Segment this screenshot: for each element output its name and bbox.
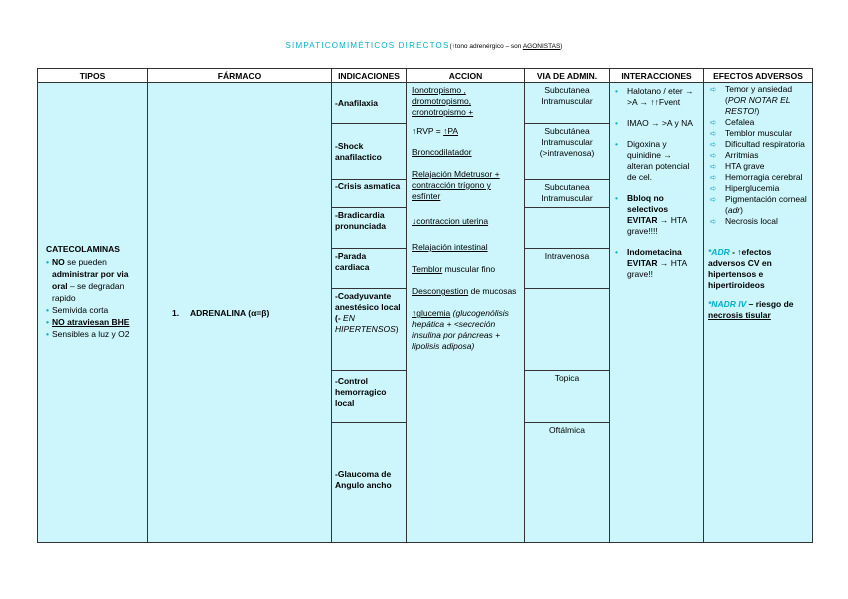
- tipo-title: CATECOLAMINAS: [46, 244, 120, 254]
- indicacion-item: -Crisis asmatica: [332, 180, 406, 208]
- list-item: ➪ Hemorragia cerebral: [708, 172, 809, 183]
- list-item: • Digoxina y quinidine → alteran potencial de cel.: [615, 139, 700, 183]
- page-title: [0, 41, 848, 50]
- header-indicaciones: INDICACIONES: [332, 69, 407, 83]
- tipo-block: [38, 243, 147, 340]
- accion-item: Broncodilatador: [412, 147, 472, 157]
- via-item: Subcutanea Intramuscular: [525, 180, 609, 208]
- note-nadr: *NADR IV – riesgo de necrosis tisular: [708, 299, 794, 320]
- list-item: ➪ Arritmias: [708, 150, 809, 161]
- list-item: ➪ Temblor muscular: [708, 128, 809, 139]
- indicacion-item: -Glaucoma de Angulo ancho: [335, 469, 392, 490]
- list-item: • Indometacina EVITAR → HTA grave!!: [615, 247, 700, 280]
- header-tipos: TIPOS: [38, 69, 148, 83]
- indicacion-item: -Parada cardiaca: [332, 249, 406, 289]
- cell-accion: [407, 83, 525, 543]
- via-item-empty: [525, 289, 609, 371]
- tipo-list: [46, 256, 143, 340]
- list-item: • Sensibles a luz y O2: [46, 328, 143, 340]
- indicacion-item: -Shock anafilactico: [332, 124, 406, 180]
- header-via: VIA DE ADMIN.: [525, 69, 610, 83]
- indicacion-item: -Control hemorragico local: [332, 371, 406, 423]
- header-interacciones: INTERACCIONES: [610, 69, 704, 83]
- title-sub: (↑tono adrenérgico – son AGONISTAS): [449, 43, 563, 50]
- accion-item: Ionotropismo , dromotropismo, cronotropismo +: [412, 85, 474, 117]
- via-item: Oftálmica: [549, 425, 585, 435]
- via-item: Topica: [525, 371, 609, 423]
- indicacion-item: -Anafilaxia: [332, 83, 406, 124]
- accion-item: Temblor muscular fino: [412, 264, 496, 274]
- cell-efectos: [704, 83, 813, 543]
- table-row: [38, 83, 813, 543]
- list-item: • Halotano / eter → >A → ↑↑Fvent: [615, 86, 700, 108]
- interacciones-block: [610, 83, 703, 280]
- header-row: [38, 69, 813, 83]
- via-item: Intravenosa: [525, 249, 609, 289]
- list-item: ➪ Hiperglucemia: [708, 183, 809, 194]
- header-farmaco: FÁRMACO: [148, 69, 332, 83]
- efectos-block: [704, 83, 812, 321]
- list-item: ➪ Temor y ansiedad (POR NOTAR EL RESTO!): [708, 84, 809, 117]
- list-item: ➪ Pigmentación corneal (adr): [708, 194, 809, 216]
- cell-interacciones: [610, 83, 704, 543]
- cell-indicaciones: [332, 83, 407, 543]
- list-item: ➪ Cefalea: [708, 117, 809, 128]
- list-item: • NO atraviesan BHE: [46, 316, 143, 328]
- list-item: ➪ Necrosis local: [708, 216, 809, 227]
- list-item: ➪ HTA grave: [708, 161, 809, 172]
- list-item: • Bbloq no selectivos EVITAR → HTA grave!!!!: [615, 193, 700, 237]
- accion-item: ↑glucemia (glucogenólisis hepática + <secreción insulina por páncreas + lipolisis adiposa): [412, 308, 509, 351]
- accion-item: Relajación Mdetrusor + contracción trígono y esfínter: [412, 169, 500, 201]
- summary-table: [37, 68, 813, 543]
- farmaco-name: 1. ADRENALINA (α=β): [172, 308, 270, 318]
- list-item: • IMAO → >A y NA: [615, 118, 700, 129]
- accion-item: Relajación intestinal: [412, 242, 488, 252]
- accion-item: ↓contraccion uterina: [412, 216, 489, 226]
- cell-farmaco: [148, 83, 332, 543]
- header-efectos: EFECTOS ADVERSOS: [704, 69, 813, 83]
- cell-via: [525, 83, 610, 543]
- via-item-empty: [525, 208, 609, 249]
- header-accion: ACCION: [407, 69, 525, 83]
- note-adr: *ADR - ↑efectos adversos CV en hipertensos e hipertiroideos: [708, 247, 772, 290]
- list-item: ➪ Dificultad respiratoria: [708, 139, 809, 150]
- list-item: • NO se pueden administrar por via oral – se degradan rapido: [46, 256, 143, 304]
- accion-item: ↑RVP = ↑PA: [412, 126, 459, 136]
- cell-tipos: [38, 83, 148, 543]
- accion-item: Descongestion de mucosas: [412, 286, 517, 296]
- indicacion-item: -Bradicardia pronunciada: [332, 208, 406, 249]
- list-item: • Semivida corta: [46, 304, 143, 316]
- via-item: Subcutanea Intramuscular: [525, 83, 609, 124]
- title-main: SIMPATICOMIMÉTICOS DIRECTOS: [285, 41, 450, 50]
- indicacion-item: -Coadyuvante anestésico local (- EN HIPERTENSOS): [332, 289, 406, 371]
- via-item: Subcutánea Intramuscular (>intravenosa): [525, 124, 609, 180]
- accion-block: [407, 83, 524, 354]
